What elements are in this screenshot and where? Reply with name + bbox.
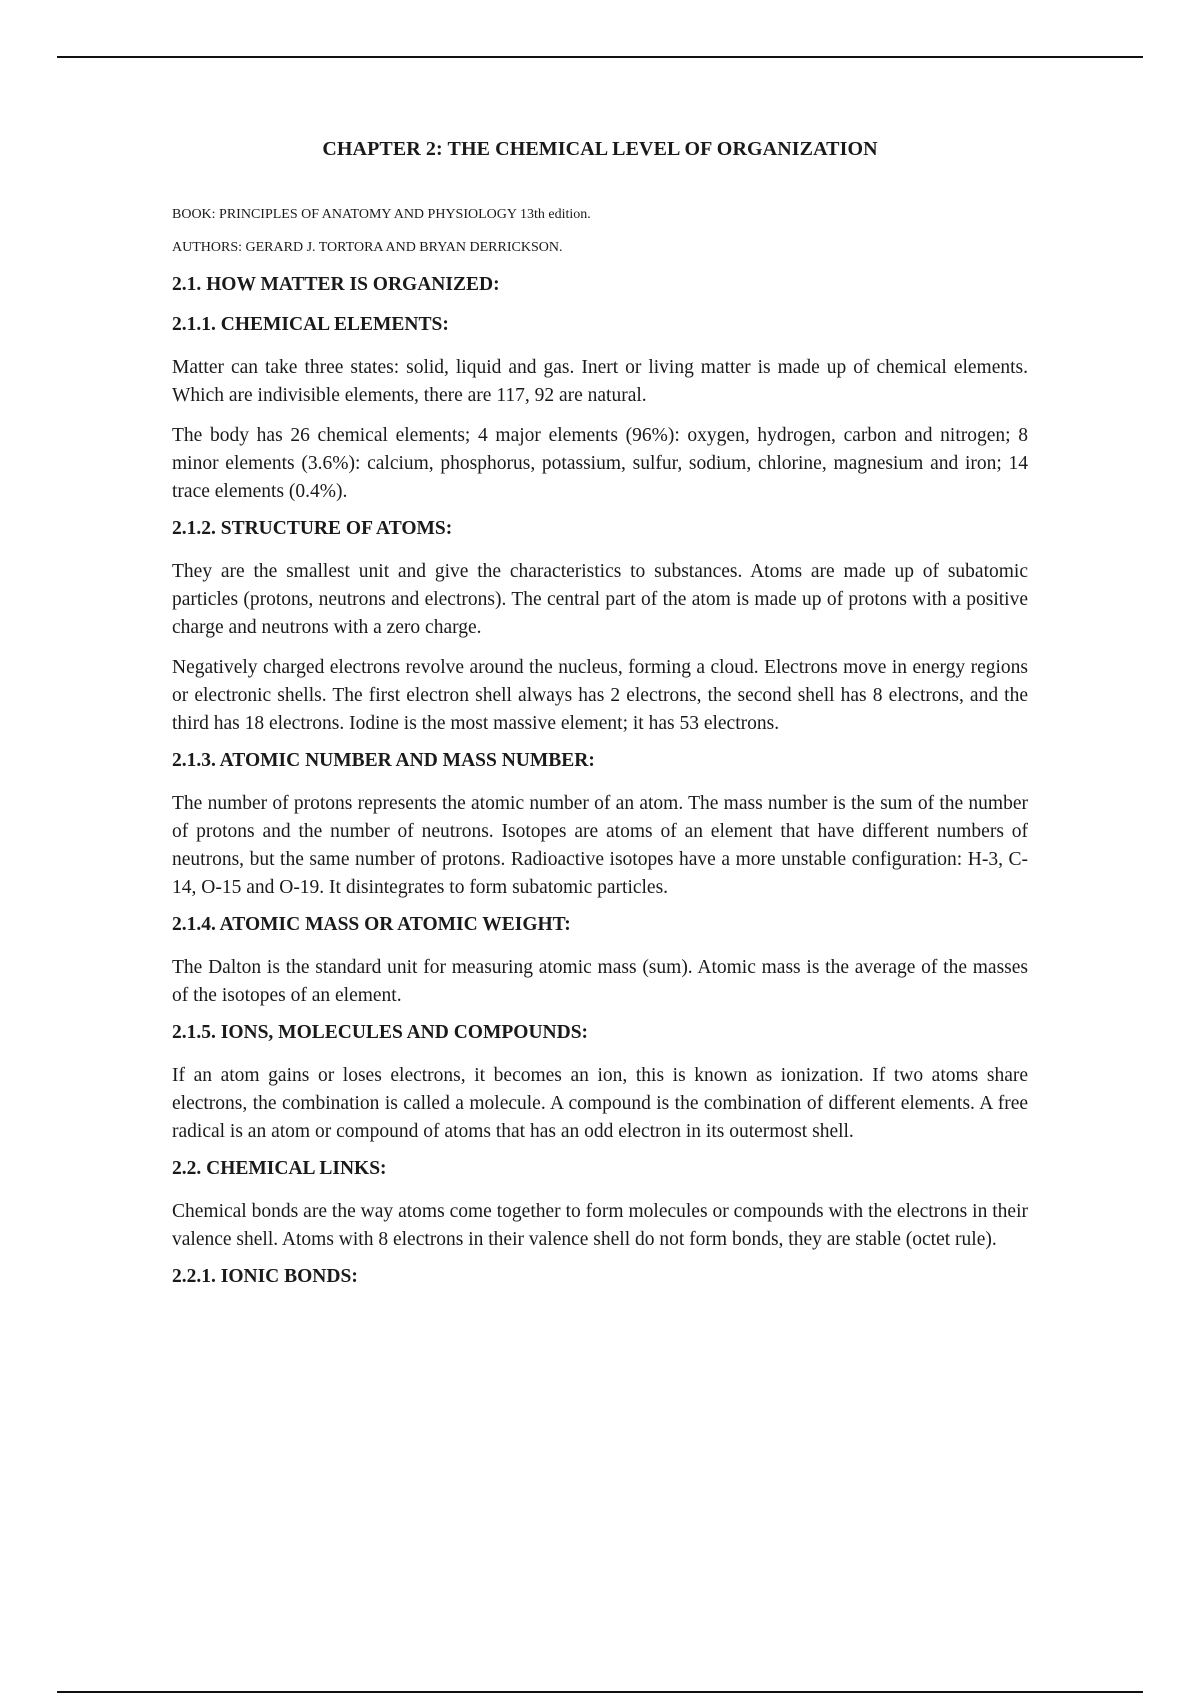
paragraph: They are the smallest unit and give the characteristics to substances. Atoms are made up of subatomic particles (protons, neutrons and electrons). The central part of the atom is made up of protons with a positive charge and neutrons with a zero charge.	[172, 561, 1028, 638]
bottom-rule	[57, 1691, 1143, 1693]
heading-2-1-5: 2.1.5. IONS, MOLECULES AND COMPOUNDS:	[172, 1022, 589, 1043]
heading-2-1-3: 2.1.3. ATOMIC NUMBER AND MASS NUMBER:	[172, 750, 595, 771]
authors-line: AUTHORS: GERARD J. TORTORA AND BRYAN DERRICKSON.	[172, 240, 563, 255]
paragraph: The Dalton is the standard unit for measuring atomic mass (sum). Atomic mass is the average of the masses of the isotopes of an element.	[172, 957, 1028, 1006]
paragraph: Negatively charged electrons revolve around the nucleus, forming a cloud. Electrons move in energy regions or electronic shells. The first electron shell always has 2 electrons, the second shell has 8 electrons, and the third has 18 electrons. Iodine is the most massive element; it has 53 electrons.	[172, 657, 1028, 734]
heading-2-1: 2.1. HOW MATTER IS ORGANIZED:	[172, 274, 500, 295]
document-body	[172, 138, 1028, 1306]
heading-2-2-1: 2.2.1. IONIC BONDS:	[172, 1266, 358, 1287]
paragraph: The body has 26 chemical elements; 4 major elements (96%): oxygen, hydrogen, carbon and nitrogen; 8 minor elements (3.6%): calcium, phosphorus, potassium, sulfur, sodium, chlorine, magnesium and iron; 14 trace elements (0.4%).	[172, 425, 1028, 502]
heading-2-2: 2.2. CHEMICAL LINKS:	[172, 1158, 387, 1179]
paragraph: The number of protons represents the atomic number of an atom. The mass number is the sum of the number of protons and the number of neutrons. Isotopes are atoms of an element that have different numbers of neutrons, but the same number of protons. Radioactive isotopes have a more unstable configuration: H-3, C-14, O-15 and O-19. It disintegrates to form subatomic particles.	[172, 793, 1028, 898]
heading-2-1-4: 2.1.4. ATOMIC MASS OR ATOMIC WEIGHT:	[172, 914, 571, 935]
chapter-title: CHAPTER 2: THE CHEMICAL LEVEL OF ORGANIZATION	[322, 138, 878, 160]
paragraph: Matter can take three states: solid, liquid and gas. Inert or living matter is made up of chemical elements. Which are indivisible elements, there are 117, 92 are natural.	[172, 357, 1028, 406]
paragraph: Chemical bonds are the way atoms come together to form molecules or compounds with the electrons in their valence shell. Atoms with 8 electrons in their valence shell do not form bonds, they are stable (octet rule).	[172, 1201, 1028, 1250]
book-line: BOOK: PRINCIPLES OF ANATOMY AND PHYSIOLOGY 13th edition.	[172, 207, 591, 222]
heading-2-1-2: 2.1.2. STRUCTURE OF ATOMS:	[172, 518, 453, 539]
top-rule	[57, 56, 1143, 58]
heading-2-1-1: 2.1.1. CHEMICAL ELEMENTS:	[172, 314, 449, 335]
paragraph: If an atom gains or loses electrons, it becomes an ion, this is known as ionization. If two atoms share electrons, the combination is called a molecule. A compound is the combination of different elements. A free radical is an atom or compound of atoms that has an odd electron in its outermost shell.	[172, 1065, 1028, 1142]
